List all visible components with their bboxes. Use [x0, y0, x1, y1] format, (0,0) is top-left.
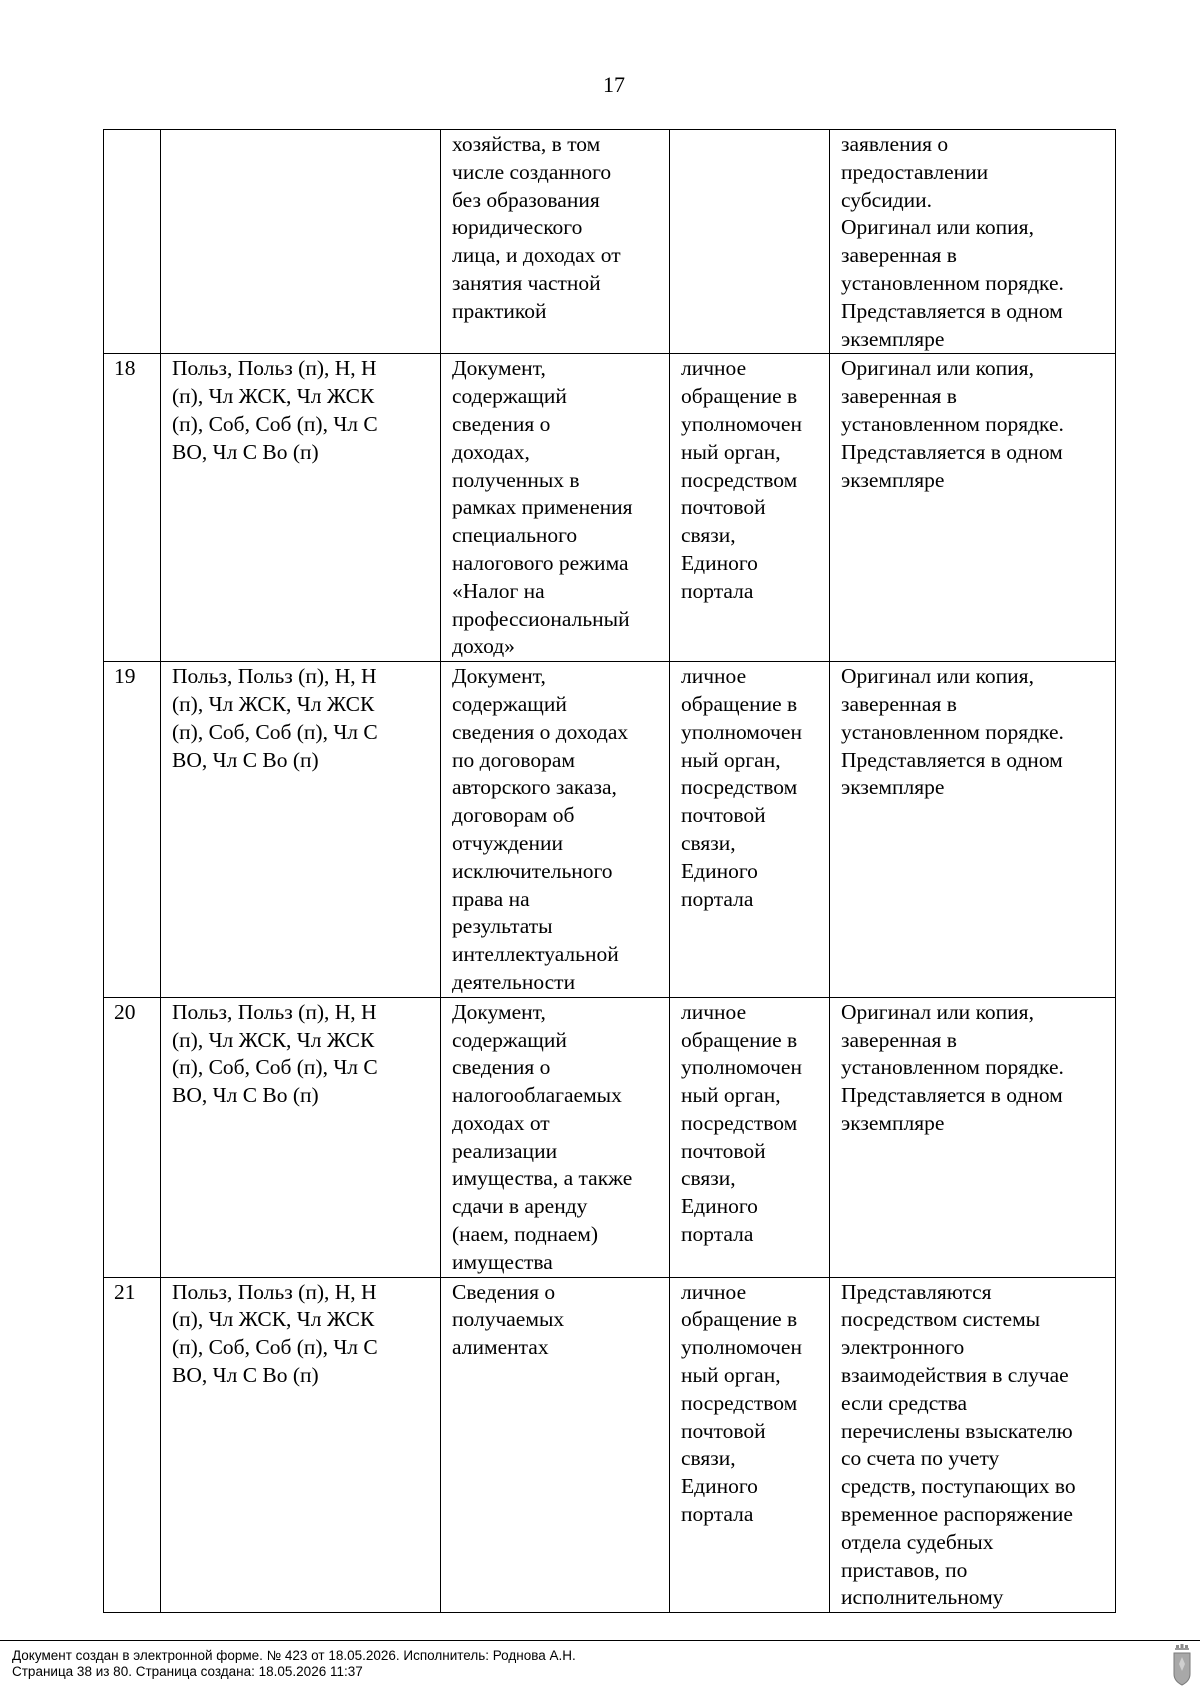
document-name-text: Документ, содержащий сведения о доходах по договорам авторского заказа, договорам об отчуждении исключительного права на результаты интеллектуальной деятельности [452, 664, 629, 994]
submission-method-cell [670, 1277, 830, 1613]
submission-method-text: личное обращение в уполномочен ный орган, посредством почтовой связи, Единого портала [681, 999, 802, 1247]
row-number: 18 [114, 356, 136, 381]
row-number: 19 [114, 664, 136, 689]
row-number-cell [104, 1277, 161, 1613]
table-row [104, 1277, 1116, 1613]
notes-cell [830, 1277, 1116, 1613]
applicant-category-cell [161, 130, 441, 354]
notes-text: Оригинал или копия, заверенная в установленном порядке. Представляется в одном экземпляре [841, 356, 1064, 492]
footer [12, 1648, 576, 1680]
footer-divider [0, 1640, 1200, 1641]
row-number-cell [104, 354, 161, 662]
document-name-cell [441, 1277, 670, 1613]
applicant-category-text: Польз, Польз (п), Н, Н (п), Чл ЖСК, Чл ЖСК (п), Соб, Соб (п), Чл С ВО, Чл С Во (п) [172, 664, 378, 772]
notes-text: Представляются посредством системы электронного взаимодействия в случае если средства перечислены взыскателю со счета по учету средств, поступающих во временное распоряжение отдела судебных приставов, по исполнительному [841, 1279, 1076, 1610]
documents-table [103, 129, 1116, 1613]
footer-document-info: Документ создан в электронной форме. № 423 от 18.05.2026. Исполнитель: Роднова А.Н. [12, 1648, 576, 1663]
footer-page-info: Страница 38 из 80. Страница создана: 18.05.2026 11:37 [12, 1664, 363, 1679]
applicant-category-cell [161, 354, 441, 662]
document-name-text: Сведения о получаемых алиментах [452, 1279, 565, 1360]
applicant-category-cell [161, 662, 441, 998]
table-row [104, 354, 1116, 662]
submission-method-cell [670, 662, 830, 998]
row-number: 21 [114, 1279, 136, 1304]
page-number: 17 [603, 72, 625, 97]
notes-text: Оригинал или копия, заверенная в установленном порядке. Представляется в одном экземпляре [841, 999, 1064, 1135]
table-row [104, 662, 1116, 998]
applicant-category-cell [161, 1277, 441, 1613]
applicant-category-text: Польз, Польз (п), Н, Н (п), Чл ЖСК, Чл ЖСК (п), Соб, Соб (п), Чл С ВО, Чл С Во (п) [172, 356, 378, 464]
notes-text: заявления о предоставлении субсидии. Оригинал или копия, заверенная в установленном порядке. Представляется в одном экземпляре [841, 132, 1064, 351]
coat-of-arms-icon [1172, 1644, 1192, 1686]
submission-method-cell [670, 130, 830, 354]
table-row [104, 997, 1116, 1277]
submission-method-text: личное обращение в уполномочен ный орган, посредством почтовой связи, Единого портала [681, 356, 802, 603]
notes-cell [830, 997, 1116, 1277]
submission-method-text: личное обращение в уполномочен ный орган, посредством почтовой связи, Единого портала [681, 1279, 802, 1527]
document-name-text: Документ, содержащий сведения о доходах, полученных в рамках применения специального налогового режима «Налог на профессиональный доход» [452, 356, 633, 659]
row-number-cell [104, 662, 161, 998]
submission-method-cell [670, 997, 830, 1277]
document-name-cell [441, 997, 670, 1277]
document-name-text: хозяйства, в том числе созданного без образования юридического лица, и доходах от занятия частной практикой [452, 132, 621, 323]
notes-cell [830, 662, 1116, 998]
row-number: 20 [114, 999, 136, 1024]
document-name-cell [441, 354, 670, 662]
notes-cell [830, 354, 1116, 662]
notes-text: Оригинал или копия, заверенная в установленном порядке. Представляется в одном экземпляре [841, 664, 1064, 800]
applicant-category-cell [161, 997, 441, 1277]
applicant-category-text: Польз, Польз (п), Н, Н (п), Чл ЖСК, Чл ЖСК (п), Соб, Соб (п), Чл С ВО, Чл С Во (п) [172, 999, 378, 1108]
document-name-text: Документ, содержащий сведения о налогооблагаемых доходах от реализации имущества, а также сдачи в аренду (наем, поднаем) имущества [452, 999, 633, 1274]
notes-cell [830, 130, 1116, 354]
row-number-cell [104, 130, 161, 354]
submission-method-text: личное обращение в уполномочен ный орган, посредством почтовой связи, Единого портала [681, 664, 802, 911]
document-name-cell [441, 130, 670, 354]
applicant-category-text: Польз, Польз (п), Н, Н (п), Чл ЖСК, Чл ЖСК (п), Соб, Соб (п), Чл С ВО, Чл С Во (п) [172, 1279, 378, 1388]
table-row [104, 130, 1116, 354]
row-number-cell [104, 997, 161, 1277]
submission-method-cell [670, 354, 830, 662]
document-name-cell [441, 662, 670, 998]
